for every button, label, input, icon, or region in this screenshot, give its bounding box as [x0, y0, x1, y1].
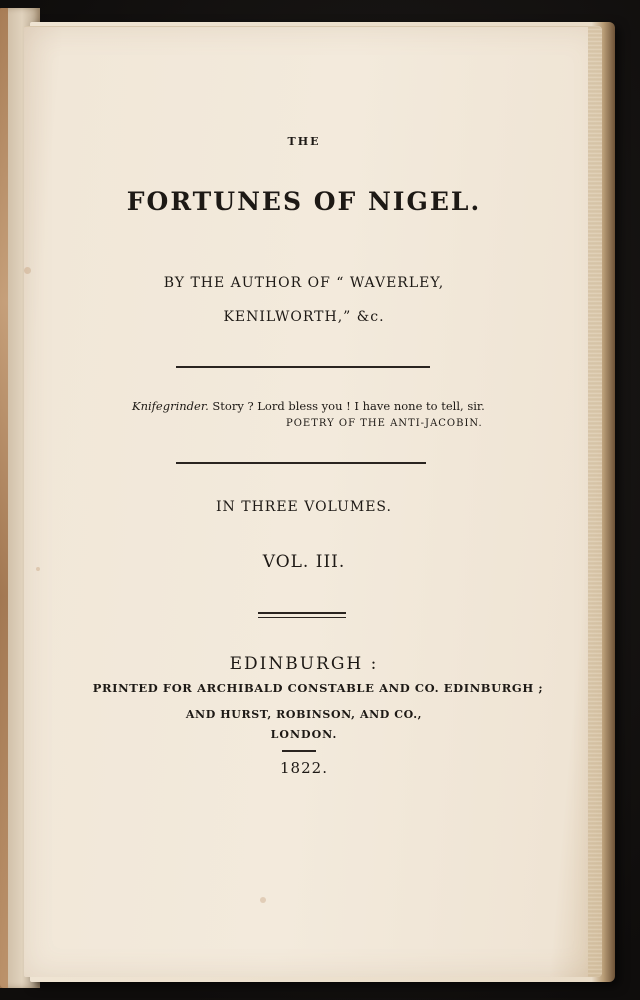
- foxing-spot: [260, 897, 266, 903]
- byline-line-1: BY THE AUTHOR OF “ WAVERLEY,: [163, 275, 445, 291]
- epigraph-text: Story ? Lord bless you ! I have none to tell, sir.: [208, 399, 485, 413]
- title-page: [24, 26, 602, 977]
- imprint-line-2: AND HURST, ROBINSON, AND CO.,: [185, 708, 423, 721]
- title-article: THE: [287, 135, 321, 148]
- byline-line-2: KENILWORTH,” &c.: [223, 309, 385, 325]
- book-title: FORTUNES OF NIGEL.: [126, 187, 482, 216]
- epigraph-speaker: Knifegrinder.: [132, 399, 209, 413]
- page-edge: [588, 27, 602, 977]
- rule-upper: [176, 366, 430, 368]
- imprint-city: EDINBURGH :: [229, 654, 379, 674]
- epigraph-quote: [132, 399, 485, 413]
- rule-lower: [176, 462, 426, 464]
- double-rule: [258, 612, 346, 618]
- volumes-statement: IN THREE VOLUMES.: [216, 499, 392, 515]
- imprint-line-1: PRINTED FOR ARCHIBALD CONSTABLE AND CO. EDINBURGH ;: [92, 681, 544, 695]
- volume-number: VOL. III.: [262, 552, 346, 572]
- epigraph-source: POETRY OF THE ANTI-JACOBIN.: [286, 418, 483, 429]
- publication-year: 1822.: [280, 759, 328, 777]
- rule-short: [282, 750, 316, 752]
- foxing-spot: [24, 267, 31, 274]
- imprint-line-3: LONDON.: [270, 728, 338, 741]
